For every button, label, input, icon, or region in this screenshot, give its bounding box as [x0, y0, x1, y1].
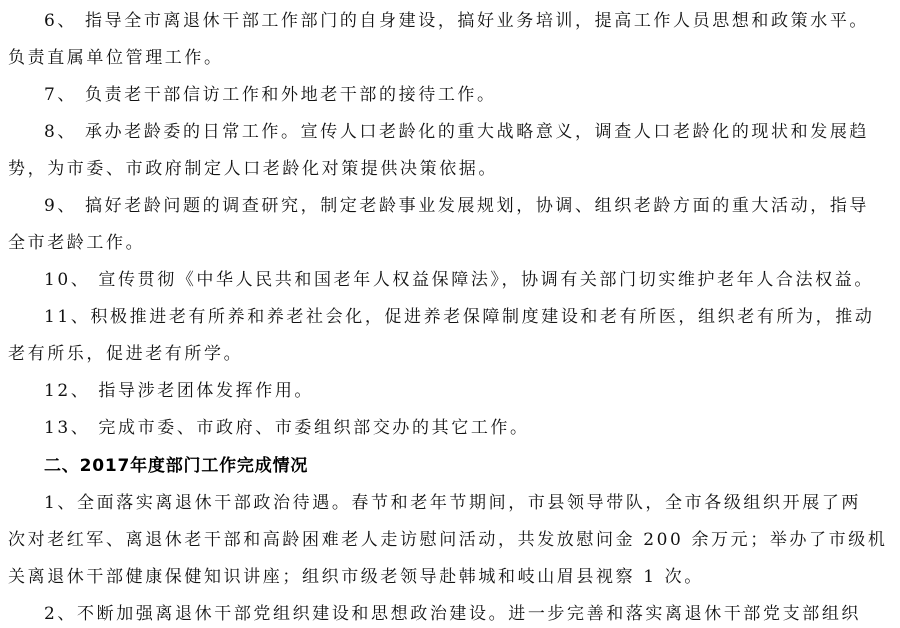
- item-10-line-1: 10、 宣传贯彻《中华人民共和国老年人权益保障法》，协调有关部门切实维护老年人合法权益。: [44, 270, 874, 290]
- item-7-line-1: 7、 负责老干部信访工作和外地老干部的接待工作。: [44, 85, 497, 105]
- item-12-line-1: 12、 指导涉老团体发挥作用。: [44, 381, 315, 401]
- section-heading: 二、2017年度部门工作完成情况: [44, 456, 309, 476]
- item-13-line-1: 13、 完成市委、市政府、市委组织部交办的其它工作。: [44, 418, 530, 438]
- item-9-line-1: 9、 搞好老龄问题的调查研究，制定老龄事业发展规划，协调、组织老龄方面的重大活动，指导: [44, 196, 870, 216]
- section-item-1-line-3: 关离退休干部健康保健知识讲座；组织市级老领导赴韩城和岐山眉县视察 1 次。: [8, 567, 704, 587]
- section-item-1-line-1: 1、全面落实离退休干部政治待遇。春节和老年节期间，市县领导带队，全市各级组织开展了两: [44, 493, 862, 513]
- item-6-line-1: 6、 指导全市离退休干部工作部门的自身建设，搞好业务培训，提高工作人员思想和政策水平。: [44, 11, 870, 31]
- item-8-line-1: 8、 承办老龄委的日常工作。宣传人口老龄化的重大战略意义，调查人口老龄化的现状和发展趋: [44, 122, 870, 142]
- item-11-line-2: 老有所乐，促进老有所学。: [8, 344, 244, 364]
- item-6-line-2: 负责直属单位管理工作。: [8, 48, 224, 68]
- item-11-line-1: 11、积极推进老有所养和养老社会化，促进养老保障制度建设和老有所医，组织老有所为，推动: [44, 307, 875, 327]
- section-item-2-line-1: 2、不断加强离退休干部党组织建设和思想政治建设。进一步完善和落实离退休干部党支部组织: [44, 604, 862, 624]
- item-9-line-2: 全市老龄工作。: [8, 233, 146, 253]
- item-8-line-2: 势，为市委、市政府制定人口老龄化对策提供决策依据。: [8, 159, 498, 179]
- section-item-1-line-2: 次对老红军、离退休老干部和高龄困难老人走访慰问活动，共发放慰问金 200 余万元；举办了市级机: [8, 530, 888, 550]
